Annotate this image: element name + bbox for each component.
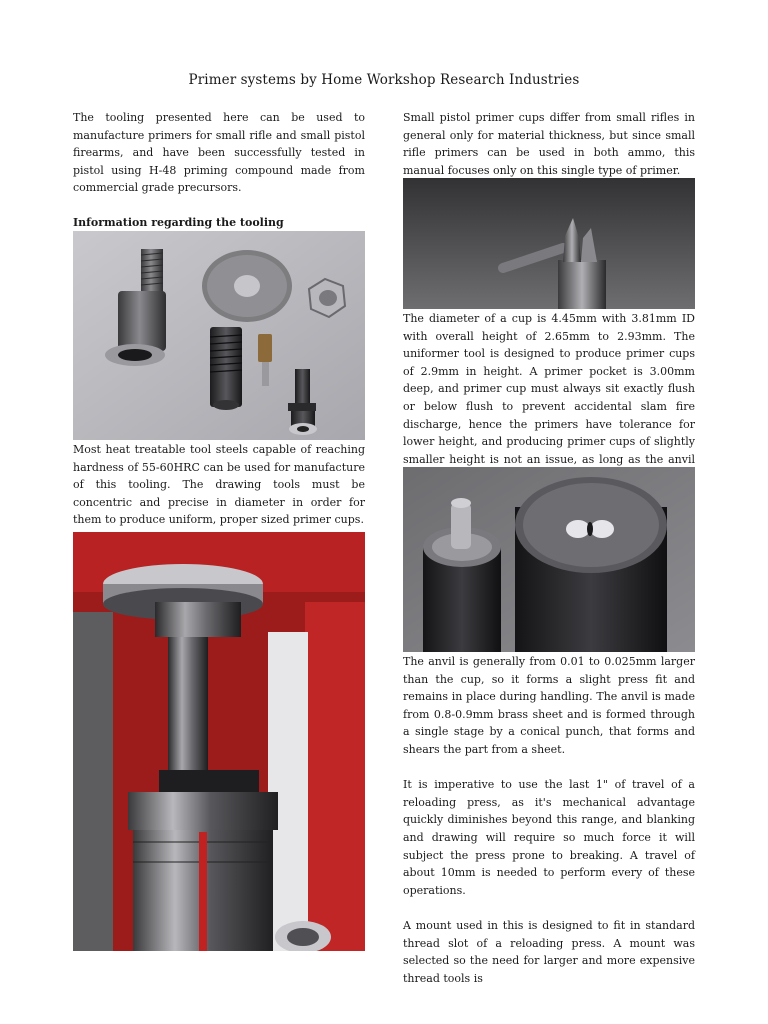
right-column-lower bbox=[403, 653, 695, 987]
left-column-lower bbox=[73, 441, 365, 529]
intro-paragraph: The tooling presented here can be used to manufacture primers for small rifle and small pistol firearms, and have been successfully tested in pistol using H-48 priming compound made from commercial grade precursors. bbox=[73, 111, 365, 195]
section-heading: Information regarding the tooling bbox=[73, 215, 284, 229]
punch-tip-photo bbox=[403, 178, 695, 309]
left-column bbox=[73, 109, 365, 232]
right-column bbox=[403, 109, 695, 179]
cup-dimensions-paragraph: The diameter of a cup is 4.45mm with 3.81mm ID with overall height of 2.65mm to 2.93mm. The uniformer tool is designed to produce primer cups of 2.9mm in height. A primer pocket is 3.00mm deep, and primer cup must always sit exactly flush or below flush to prevent accidental slam fire discharge, hence the primers have tolerance for lower height, and producing primer cups of slightly smaller height is not an issue, as long as the anvil bbox=[403, 312, 695, 466]
reloading-press-photo bbox=[73, 532, 365, 951]
tool-steel-paragraph: Most heat treatable tool steels capable of reaching hardness of 55-60HRC can be used for manufacture of this tooling. The drawing tools must be concentric and precise in diameter in order for them to produce uniform, proper sized primer cups. bbox=[73, 443, 365, 527]
cups-intro-paragraph: Small pistol primer cups differ from small rifles in general only for material thickness, but since small rifle primers can be used in both ammo, this manual focuses only on this single type of primer. bbox=[403, 111, 695, 177]
anvil-paragraph: The anvil is generally from 0.01 to 0.025mm larger than the cup, so it forms a slight press fit and remains in place during handling. The anvil is made from 0.8-0.9mm brass sheet and is formed through a single stage by a conical punch, that forms and shears the part from a sheet. bbox=[403, 655, 695, 756]
anvil-die-photo bbox=[403, 467, 695, 652]
mount-paragraph: A mount used in this is designed to fit in standard thread slot of a reloading press. A mount was selected so the need for larger and more expensive thread tools is bbox=[403, 918, 695, 985]
tooling-parts-photo bbox=[73, 231, 365, 440]
page-title: Primer systems by Home Workshop Research Industries bbox=[188, 72, 580, 88]
press-travel-paragraph: It is imperative to use the last 1" of travel of a reloading press, as it's mechanical advantage quickly diminishes beyond this range, and blanking and drawing will require so much force it will subject the press prone to breaking. A travel of about 10mm is needed to perform every of these operations. bbox=[403, 778, 695, 897]
right-column-mid bbox=[403, 310, 695, 486]
